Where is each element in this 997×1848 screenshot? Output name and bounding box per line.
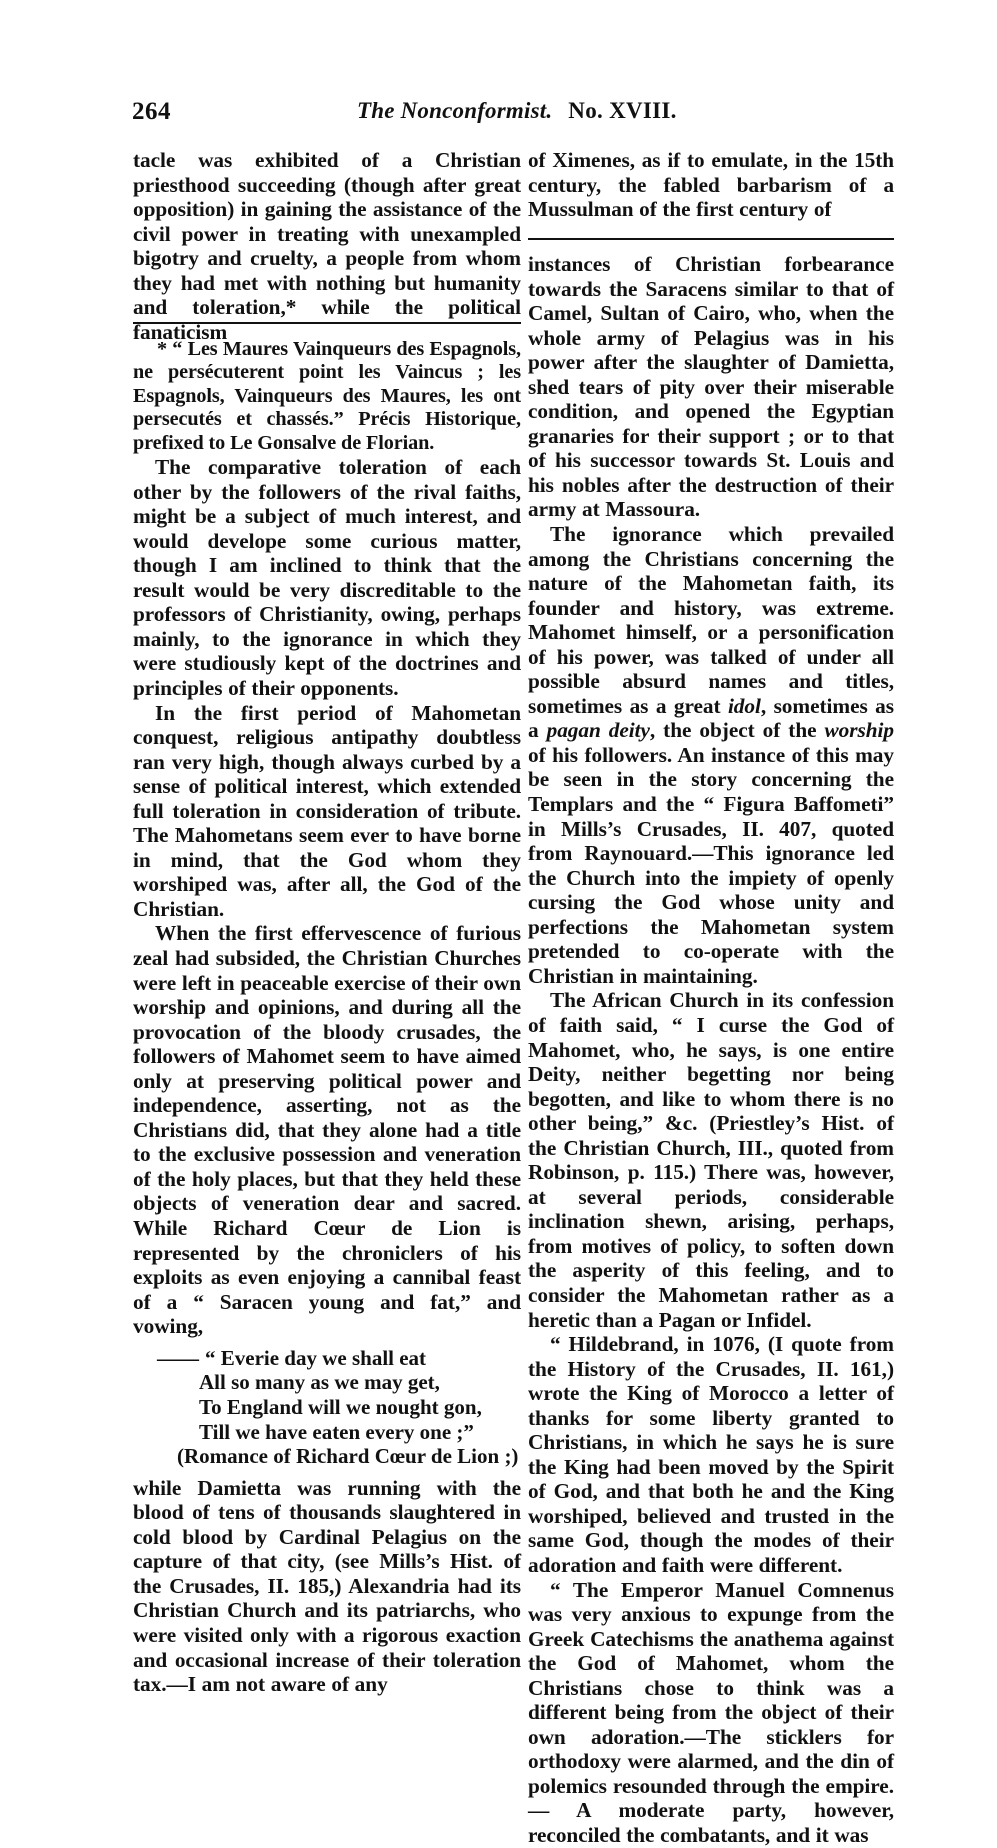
paragraph-hildebrand: “ Hildebrand, in 1076, (I quote from the History of the Crusades, II. 161,) wrote the King of Morocco a letter of thanks for some liberty granted to Christians, in which he says he is sure the King had been moved by the Spirit of God, and that both he and the King worshiped, believed and trusted in the same God, though the modes of their adoration and faith were different.	[528, 1332, 894, 1577]
running-head-center	[357, 98, 677, 124]
paragraph-african-church: The African Church in its confession of faith said, “ I curse the God of Mahomet, who, he says, is one entire Deity, neither begetting nor being begotten, and like to whom there is no other being,” &c. (Priestley’s Hist. of the Christian Church, III., quoted from Robinson, p. 115.) There was, however, at several periods, considerable inclination shewn, arising, perhaps, from motives of policy, to soften down the asperity of this feeling, and to consider the Mahometan rather as a heretic than a Pagan or Infidel.	[528, 988, 894, 1332]
issue-number: No. XVIII.	[568, 98, 677, 123]
right-column-lower	[528, 252, 894, 1848]
verse-line-1-text: “ Everie day we shall eat	[205, 1345, 427, 1370]
paragraph-christian-forbearance: instances of Christian forbearance towards the Saracens similar to that of Camel, Sultan of Cairo, who, when the whole army of Pelagius was in his power after the slaughter of Damietta, shed tears of pity over their miserable condition, and opened the Egyptian granaries for their support ; or to that of his successor towards St. Louis and his nobles after the destruction of their army at Massoura.	[528, 252, 894, 522]
italic-pagan-deity: pagan deity	[546, 718, 650, 743]
right-column-separator-rule	[528, 238, 894, 240]
ignorance-part-3: , the object of the	[649, 718, 825, 743]
verse-line-1	[133, 1346, 521, 1371]
left-continued-paragraph: tacle was exhibited of a Christian priesthood succeeding (though after great opposition) in gaining the assistance of the civil power in treating with unexampled bigotry and cruelty, a people from whom they had met with nothing but humanity and toleration,* while the political fanaticism	[133, 148, 521, 344]
left-column-lower	[133, 338, 521, 1697]
verse-spacer-bottom	[133, 1469, 521, 1476]
footnote-text: * “ Les Maures Vainqueurs des Espagnols, ne persécuterent point les Vaincus ; les Espagnols, Vainqueurs des Maures, les ont persecutés et chassés.” Précis Historique, prefixed to Le Gonsalve de Florian.	[133, 338, 521, 454]
right-text-column	[528, 148, 894, 222]
footnote-separator-rule	[133, 322, 521, 324]
ignorance-part-4: of his followers. An instance of this may be seen in the story concerning the Templars and the “ Figura Baffometi” in Mills’s Crusades, II. 407, quoted from Raynouard.—This ignorance led the Church into the impiety of openly cursing the God whose unity and perfections the Mahometan system pretended to co-operate with the Christian in maintaining.	[528, 742, 894, 988]
page-folio-number: 264	[132, 98, 171, 125]
paragraph-damietta-closing: while Damietta was running with the blood of tens of thousands slaughtered in cold blood by Cardinal Pelagius on the capture of that city, (see Mills’s Hist. of the Crusades, II. 185,) Alexandria had its Christian Church and its patriarchs, who were visited only with a rigorous exaction and occasional increase of their toleration tax.—I am not aware of any	[133, 1475, 521, 1697]
journal-title: The Nonconformist.	[357, 98, 553, 123]
italic-worship: worship	[824, 718, 895, 743]
right-continued-paragraph: of Ximenes, as if to emulate, in the 15th century, the fabled barbarism of a Mussulman of the first century of	[528, 148, 894, 221]
ignorance-part-1: The ignorance which prevailed among the Christians concerning the nature of the Mahometan faith, its founder and history, was extreme. Mahomet himself, or a personification of his power, was talked of under all possible absurd names and titles, sometimes as a great	[528, 522, 894, 718]
verse-line-2: All so many as we may get,	[199, 1370, 440, 1395]
paragraph-effervescence-zeal: When the first effervescence of furious zeal had subsided, the Christian Churches were left in peaceable exercise of their own worship and opinions, and during all the provocation of the bloody crusades, the followers of Mahomet seem to have aimed only at preserving political power and independence, asserting, not as the Christians did, that they alone had a title to the exclusive possession and veneration of the holy places, but that they held these objects of veneration dear and sacred. While Richard Cœur de Lion is represented by the chroniclers of his exploits as even enjoying a cannibal feast of a “ Saracen young and fat,” and vowing,	[133, 921, 521, 1339]
ignorance-part-2: , sometimes as a	[528, 693, 894, 743]
paragraph-first-period-conquest: In the first period of Mahometan conquest, religious antipathy doubtless ran very high, though always curbed by a sense of political interest, which extended full toleration in consideration of tribute. The Mahometans seem ever to have borne in mind, that the God whom they worshiped was, after all, the God of the Christian.	[133, 700, 521, 921]
verse-line-4: Till we have eaten every one ;”	[199, 1419, 474, 1444]
paragraph-comparative-toleration: The comparative toleration of each other by the followers of the rival faiths, might be a subject of much interest, and would develope some curious matter, though I am inclined to think that the result would be very discreditable to the professors of Christianity, owing, perhaps mainly, to the ignorance in which they were studiously kept of the doctrines and principles of their opponents.	[133, 455, 521, 700]
running-head	[132, 98, 862, 132]
verse-leading-dash: ——	[157, 1345, 199, 1370]
verse-spacer-top	[133, 1339, 521, 1346]
left-text-column	[133, 148, 521, 344]
verse-attribution: (Romance of Richard Cœur de Lion ;)	[177, 1444, 519, 1469]
verse-line-3: To England will we nought gon,	[199, 1394, 482, 1419]
paragraph-manuel-comnenus: “ The Emperor Manuel Comnenus was very anxious to expunge from the Greek Catechisms the anathema against the God of Mahomet, whom the Christians chose to think was a different being from the object of their own adoration.—The sticklers for orthodoxy were alarmed, and the din of polemics resounded through the empire.— A moderate party, however, reconciled the combatants, and it was	[528, 1577, 894, 1847]
italic-idol: idol	[727, 693, 761, 718]
paragraph-ignorance-prevailed	[528, 522, 894, 988]
